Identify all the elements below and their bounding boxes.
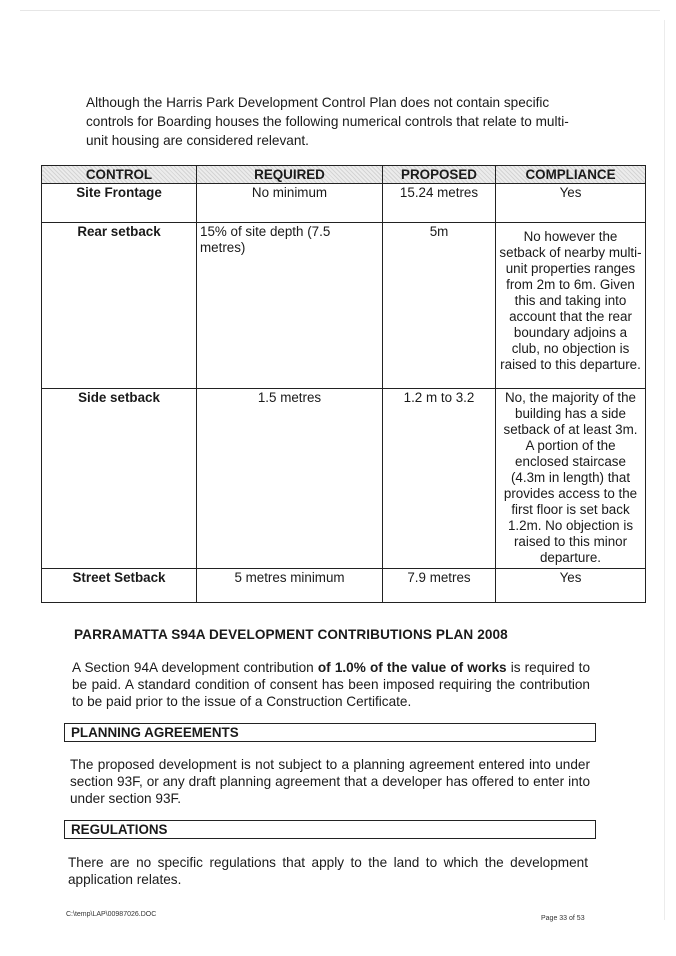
cell-control: Street Setback [42, 569, 197, 603]
table-row [42, 223, 646, 389]
planning-heading: PLANNING AGREEMENTS [64, 723, 596, 742]
table-header-row [42, 166, 646, 184]
scan-top-rule [20, 10, 660, 11]
cell-control: Side setback [42, 389, 197, 569]
cell-proposed: 7.9 metres [383, 569, 496, 603]
cell-proposed: 5m [383, 223, 496, 389]
cell-compliance: Yes [496, 184, 646, 223]
header-required: REQUIRED [197, 166, 383, 184]
footer-file-path: C:\temp\LAP\00987026.DOC [66, 911, 157, 918]
cell-required: 1.5 metres [197, 389, 383, 569]
cell-compliance: No however the setback of nearby multi-unit properties ranges from 2m to 6m. Given this and taking into account that the rear boundary adjoins a club, no objection is raised to this departure. [496, 223, 646, 389]
planning-paragraph: The proposed development is not subject to a planning agreement entered into under section 93F, or any draft planning agreement that a developer has offered to enter into under section 93F. [70, 757, 590, 806]
header-compliance: COMPLIANCE [496, 166, 646, 184]
scan-right-edge [664, 20, 665, 920]
footer-page-number: Page 33 of 53 [541, 915, 585, 922]
s94-heading: PARRAMATTA S94A DEVELOPMENT CONTRIBUTIONS PLAN 2008 [74, 627, 508, 642]
controls-table [41, 165, 646, 603]
header-control: CONTROL [42, 166, 197, 184]
cell-compliance: Yes [496, 569, 646, 603]
cell-required: 5 metres minimum [197, 569, 383, 603]
cell-compliance: No, the majority of the building has a side setback of at least 3m. A portion of the enclosed staircase (4.3m in length) that provides access to the first floor is set back 1.2m. No objection is raised to this minor departure. [496, 389, 646, 569]
s94-text-after: is required to be paid. A standard condition of consent has been imposed requiring the contribution to be paid prior to the issue of a Construction Certificate. [72, 660, 590, 709]
cell-proposed: 15.24 metres [383, 184, 496, 223]
cell-control: Rear setback [42, 223, 197, 389]
cell-proposed: 1.2 m to 3.2 [383, 389, 496, 569]
s94-text-bold: of 1.0% of the value of works [317, 660, 507, 675]
cell-required: 15% of site depth (7.5 metres) [197, 223, 383, 389]
table-row [42, 389, 646, 569]
intro-paragraph: Although the Harris Park Development Control Plan does not contain specific controls for Boarding houses the following numerical controls that relate to multi-unit housing are considered relevant. [86, 95, 569, 148]
regulations-heading: REGULATIONS [64, 820, 596, 839]
table-row [42, 184, 646, 223]
header-proposed: PROPOSED [383, 166, 496, 184]
s94-paragraph [72, 659, 590, 710]
cell-required: No minimum [197, 184, 383, 223]
cell-control: Site Frontage [42, 184, 197, 223]
s94-text-before: A Section 94A development contribution [72, 660, 318, 675]
regulations-paragraph: There are no specific regulations that apply to the land to which the development application relates. [68, 855, 588, 887]
table-row [42, 569, 646, 603]
